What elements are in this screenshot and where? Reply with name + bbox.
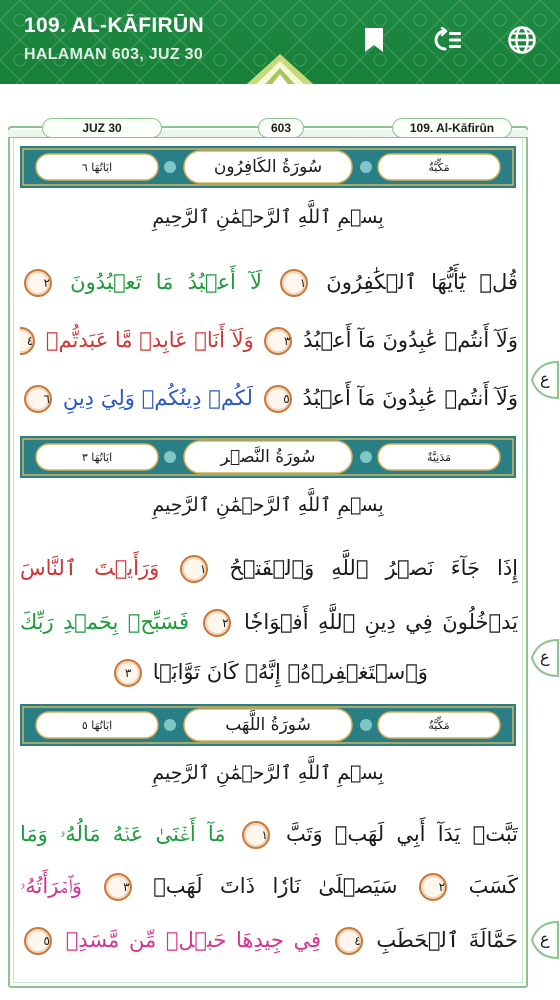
ayah-text: إِذَا جَآءَ نَصۡرُ ٱللَّهِ وَٱلۡفَتۡحُ <box>229 556 518 580</box>
ayah-marker: ٣ <box>114 659 142 687</box>
surah-name: سُورَةُ اللَّهَب <box>225 715 311 735</box>
revelation-place: مَدَنِيَّةٌ <box>427 450 451 464</box>
surah-banner <box>20 146 516 188</box>
ayah-text: تَبَّتۡ يَدَآ أَبِي لَهَبٖ وَتَبَّ <box>286 822 518 846</box>
ayah-marker: ٢ <box>24 269 52 297</box>
surah-name: سُورَةُ النَّصۡر <box>220 447 316 467</box>
ayah-marker: ١ <box>180 555 208 583</box>
ayah-text: فَسَبِّحۡ بِحَمۡدِ رَبِّكَ <box>20 610 190 634</box>
surah-banner <box>20 704 516 746</box>
ayah-line[interactable] <box>20 318 518 362</box>
ruku-marker <box>530 920 560 960</box>
globe-icon <box>507 25 537 55</box>
ayah-text: وَٱمۡرَأَتُهُۥ <box>20 874 83 898</box>
ayah-text: وَٱسۡتَغۡفِرۡهُۚ إِنَّهُۥ كَانَ تَوَّابَۢا <box>152 660 428 684</box>
ayah-marker: ٢ <box>203 609 231 637</box>
bookmark-icon <box>363 27 385 53</box>
ayah-marker: ١ <box>280 269 308 297</box>
ayah-marker: ٦ <box>24 385 52 413</box>
ayah-text: كَسَبَ <box>468 874 518 898</box>
ayah-text: وَلَآ أَنتُمۡ عَٰبِدُونَ مَآ أَعۡبُدُ <box>303 328 518 352</box>
surah-name: سُورَةُ الكَافِرُون <box>213 157 323 177</box>
translation-list-button[interactable] <box>430 22 466 58</box>
ayah-marker: ٣ <box>104 873 132 901</box>
basmala: بِسۡمِ ٱللَّهِ ٱلرَّحۡمَٰنِ ٱلرَّحِيمِ <box>152 762 384 784</box>
ayah-text: حَمَّالَةَ ٱلۡحَطَبِ <box>376 928 518 952</box>
ayah-text: لَكُمۡ دِينُكُمۡ وَلِيَ دِينِ <box>62 386 253 410</box>
surah-label: 109. Al-Kāfirūn <box>392 118 512 138</box>
ayah-line[interactable] <box>20 546 518 590</box>
ayah-text: فِي جِيدِهَا حَبۡلٞ مِّن مَّسَدِۭ <box>65 928 322 952</box>
ayah-text: لَآ أَعۡبُدُ مَا تَعۡبُدُونَ <box>70 270 263 294</box>
revelation-place: ايَاتُهَا ٦ <box>81 160 113 174</box>
page-juz-subtitle: HALAMAN 603, JUZ 30 <box>24 46 204 63</box>
ayah-marker: ٣ <box>264 327 292 355</box>
ayah-line[interactable] <box>20 260 518 304</box>
basmala: بِسۡمِ ٱللَّهِ ٱلرَّحۡمَٰنِ ٱلرَّحِيمِ <box>152 206 384 228</box>
ayah-line[interactable] <box>20 864 518 908</box>
app-header <box>0 0 560 84</box>
ayah-line[interactable] <box>20 650 518 694</box>
ayah-line[interactable] <box>20 600 518 644</box>
ayah-line[interactable] <box>20 918 518 962</box>
ayah-text: وَرَأَيۡتَ ٱلنَّاسَ <box>20 556 160 580</box>
surah-title: 109. AL-KĀFIRŪN <box>24 14 204 37</box>
ruku-label: ع <box>540 647 550 666</box>
language-button[interactable] <box>504 22 540 58</box>
ayah-marker: ٢ <box>419 873 447 901</box>
ayah-line[interactable] <box>20 812 518 856</box>
list-icon <box>433 27 463 53</box>
ayah-text: سَيَصۡلَىٰ نَارٗا ذَاتَ لَهَبٖ <box>153 874 398 898</box>
ayah-count: مَكِّيَّةٌ <box>428 160 450 174</box>
ayah-text: وَلَآ أَنتُمۡ عَٰبِدُونَ مَآ أَعۡبُدُ <box>302 386 518 410</box>
ayah-count: ايَاتُهَا ٣ <box>81 450 113 464</box>
surah-banner <box>20 436 516 478</box>
header-emblem <box>230 52 330 84</box>
ayah-marker: ١ <box>242 821 270 849</box>
ayah-count: ايَاتُهَا ٥ <box>81 718 113 732</box>
ruku-marker <box>530 360 560 400</box>
ruku-marker <box>530 638 560 678</box>
ayah-text: يَدۡخُلُونَ فِي دِينِ ٱللَّهِ أَفۡوَاجٗا <box>243 610 518 634</box>
ayah-marker: ٥ <box>264 385 292 413</box>
ayah-marker: ٤ <box>20 327 35 355</box>
juz-label: JUZ 30 <box>42 118 162 138</box>
page-number: 603 <box>258 118 304 138</box>
ayah-line[interactable] <box>20 376 518 420</box>
ayah-text: مَآ أَغۡنَىٰ عَنۡهُ مَالُهُۥ وَمَا <box>20 822 226 846</box>
ayah-text: قُلۡ يَٰٓأَيُّهَا ٱلۡكَٰفِرُونَ <box>326 270 518 294</box>
ruku-label: ع <box>540 929 550 948</box>
ayah-marker: ٤ <box>335 927 363 955</box>
ruku-label: ع <box>540 369 550 388</box>
ayah-marker: ٥ <box>24 927 52 955</box>
basmala: بِسۡمِ ٱللَّهِ ٱلرَّحۡمَٰنِ ٱلرَّحِيمِ <box>152 494 384 516</box>
ayah-text: وَلَآ أَنَا۠ عَابِدٞ مَّا عَبَدتُّمۡ <box>45 328 254 352</box>
bookmark-button[interactable] <box>356 22 392 58</box>
revelation-place: مَكِّيَّةٌ <box>428 718 450 732</box>
